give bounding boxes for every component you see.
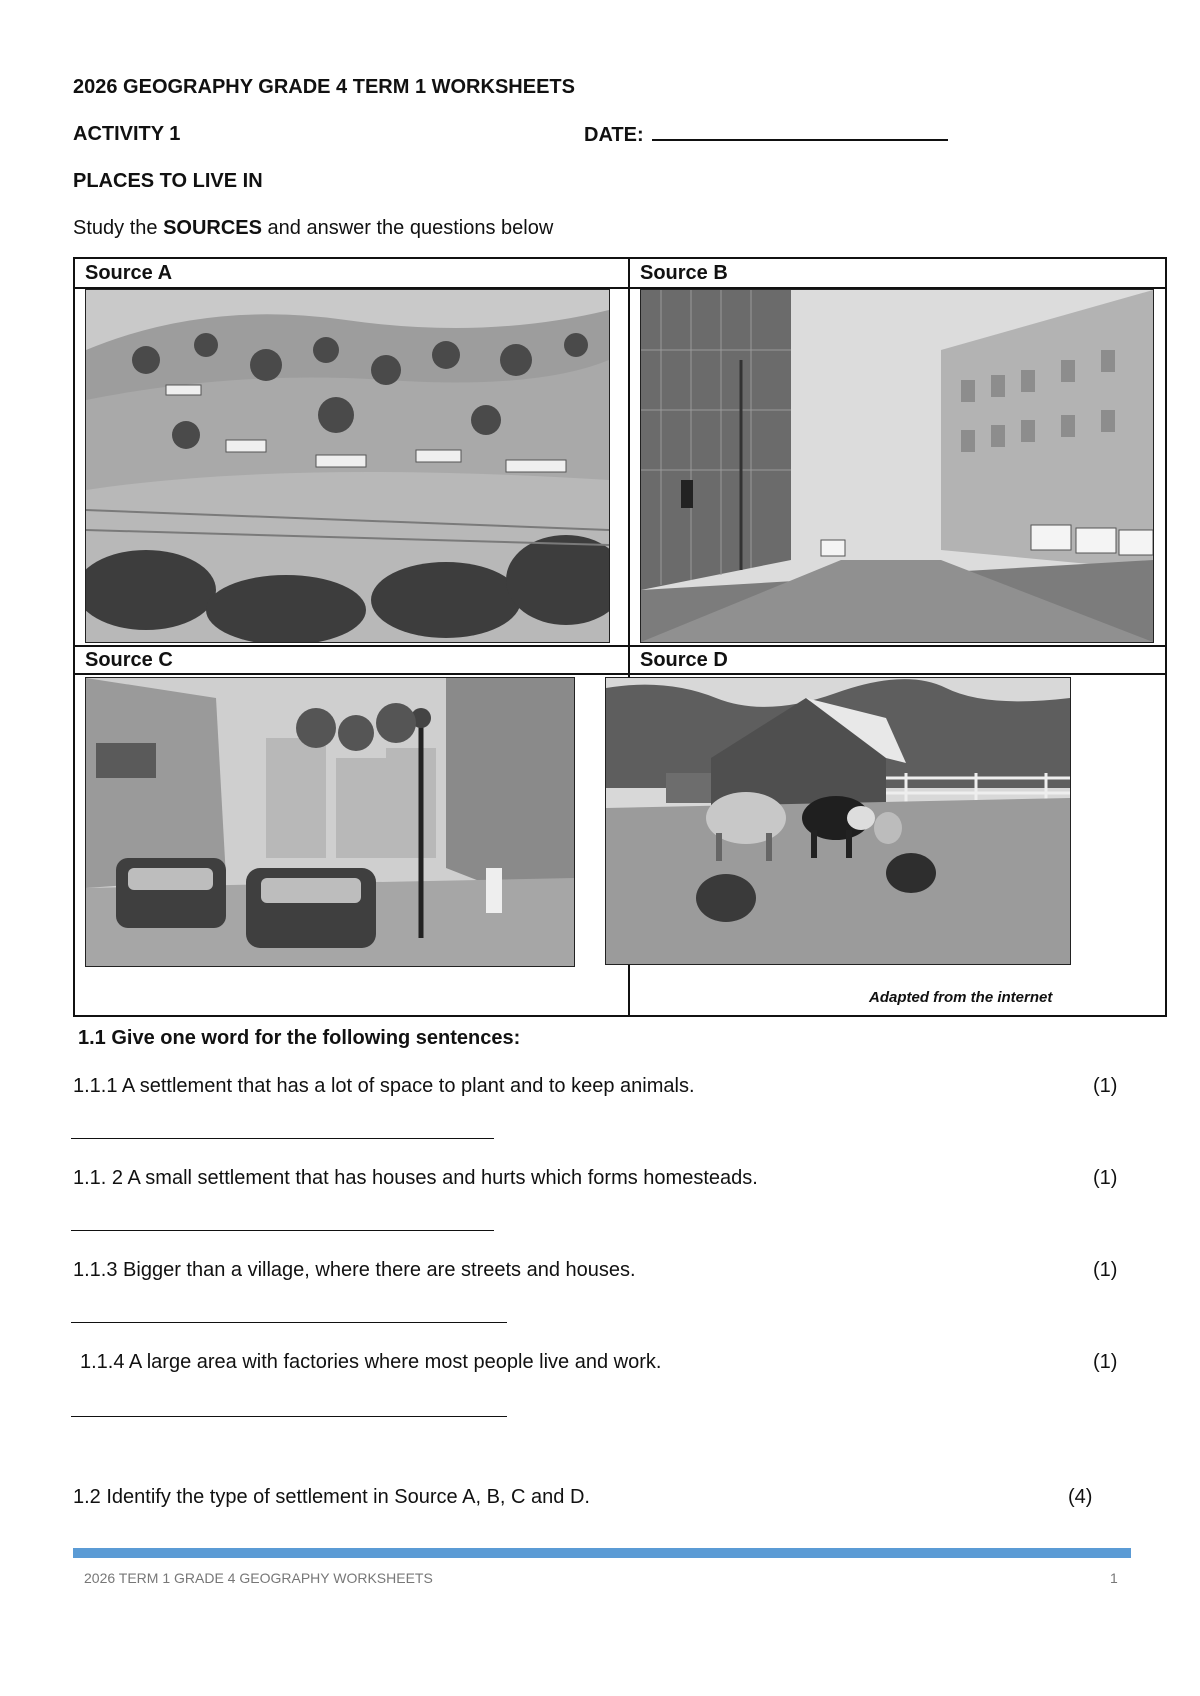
- sources-table: [73, 257, 1167, 1017]
- question-1-1-1: 1.1.1 A settlement that has a lot of space to plant and to keep animals.: [73, 1075, 695, 1097]
- question-1-1-1-mark: (1): [1093, 1075, 1118, 1097]
- image-credit: Adapted from the internet: [869, 989, 1053, 1006]
- worksheet-title: 2026 GEOGRAPHY GRADE 4 TERM 1 WORKSHEETS: [73, 76, 575, 98]
- source-a-photo: [85, 289, 610, 643]
- answer-line-1-1-3[interactable]: [71, 1322, 507, 1323]
- row-divider: [75, 673, 1165, 675]
- question-1-1-3-mark: (1): [1093, 1259, 1118, 1281]
- date-blank-line: [652, 123, 948, 141]
- source-a-label: Source A: [85, 262, 173, 284]
- question-1-1-2-mark: (1): [1093, 1167, 1118, 1189]
- date-label: DATE:: [584, 124, 644, 146]
- footer-title: 2026 TERM 1 GRADE 4 GEOGRAPHY WORKSHEETS: [84, 1570, 433, 1586]
- question-1-1-heading: 1.1 Give one word for the following sentences:: [78, 1027, 521, 1049]
- answer-line-1-1-2[interactable]: [71, 1230, 494, 1231]
- date-field[interactable]: [584, 123, 948, 147]
- source-d-photo: [605, 677, 1071, 965]
- instruction-text-end: and answer the questions below: [261, 217, 554, 239]
- question-1-1-3: 1.1.3 Bigger than a village, where there are streets and houses.: [73, 1259, 636, 1281]
- question-1-1-2: 1.1. 2 A small settlement that has houses and hurts which forms homesteads.: [73, 1167, 758, 1189]
- source-c-label: Source C: [85, 649, 173, 671]
- answer-line-1-1-4[interactable]: [71, 1416, 507, 1417]
- instruction: [73, 217, 553, 240]
- source-b-label: Source B: [640, 262, 728, 284]
- topic-heading: PLACES TO LIVE IN: [73, 170, 263, 192]
- question-1-2-mark: (4): [1068, 1486, 1093, 1508]
- activity-label: ACTIVITY 1: [73, 123, 181, 145]
- source-c-photo: [85, 677, 575, 967]
- row-divider: [75, 645, 1165, 647]
- instruction-text-start: Study the: [73, 217, 164, 239]
- instruction-text-bold: SOURCES: [163, 217, 262, 239]
- source-d-label: Source D: [640, 649, 728, 671]
- answer-line-1-1-1[interactable]: [71, 1138, 494, 1139]
- question-1-2: 1.2 Identify the type of settlement in Source A, B, C and D.: [73, 1486, 590, 1508]
- page-number: 1: [1110, 1570, 1118, 1586]
- question-1-1-4-mark: (1): [1093, 1351, 1118, 1373]
- question-1-1-4: 1.1.4 A large area with factories where most people live and work.: [80, 1351, 662, 1373]
- source-b-photo: [640, 289, 1154, 643]
- footer-rule: [73, 1548, 1131, 1558]
